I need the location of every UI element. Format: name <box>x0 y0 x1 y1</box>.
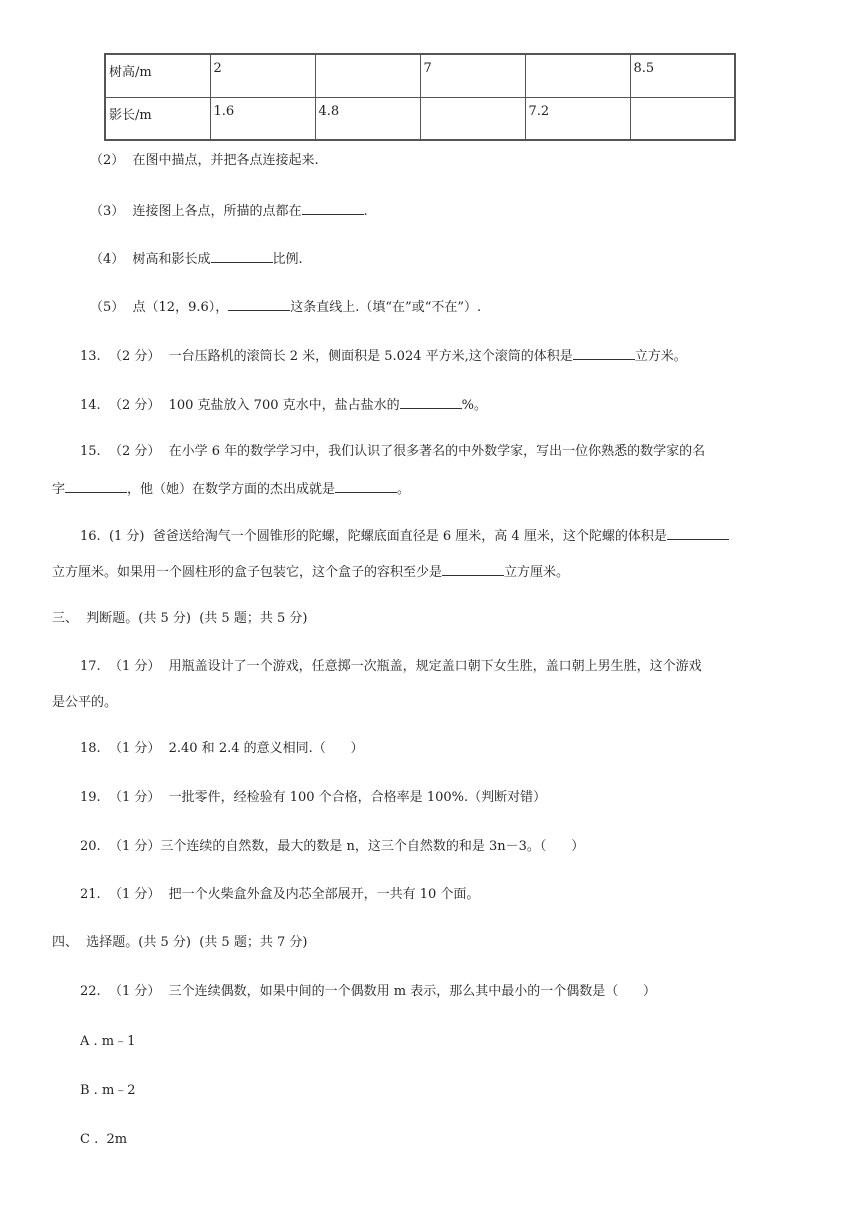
q12-part5 <box>90 297 481 317</box>
question-17-line2: 是公平的。 <box>52 695 118 710</box>
question-15-line1: 15. （2 分） 在小学 6 年的数学学习中，我们认识了很多著名的中外数学家，写出一位你熟悉的数学家的名 <box>80 444 706 459</box>
q12-part3 <box>90 201 368 221</box>
q12-part4-text: （4） 树高和影长成 <box>90 252 211 267</box>
option-c[interactable]: C . 2m <box>80 1132 128 1147</box>
question-16-line1 <box>80 526 729 546</box>
q16-text-2: 立方厘米。如果用一个圆柱形的盒子包装它，这个盒子的容积至少是 <box>52 565 443 580</box>
table-cell: 7 <box>420 54 525 97</box>
option-a[interactable]: A . m﹣1 <box>80 1034 136 1049</box>
option-b[interactable]: B . m﹣2 <box>80 1083 136 1098</box>
q12-part5-text: （5） 点（12，9.6）， <box>90 300 229 315</box>
answer-blank[interactable] <box>65 479 127 493</box>
table-row <box>105 54 735 97</box>
question-18: 18. （1 分） 2.40 和 2.4 的意义相同.（ ） <box>80 741 364 756</box>
table-cell: 4.8 <box>315 97 420 140</box>
table-cell <box>630 97 735 140</box>
answer-blank[interactable] <box>335 479 397 493</box>
question-17-line1: 17. （1 分） 用瓶盖设计了一个游戏，任意掷一次瓶盖，规定盖口朝下女生胜，盖口朝上男生胜，这个游戏 <box>80 659 702 674</box>
table-row <box>105 97 735 140</box>
question-19: 19. （1 分） 一批零件，经检验有 100 个合格，合格率是 100%.（判断对错） <box>80 790 547 805</box>
q14-text: 14. （2 分） 100 克盐放入 700 克水中，盐占盐水的 <box>80 398 400 413</box>
table-cell: 2 <box>210 54 315 97</box>
section-4-heading: 四、 选择题。(共 5 分) (共 5 题；共 7 分) <box>52 935 308 950</box>
answer-blank[interactable] <box>228 297 290 311</box>
q14-end: %。 <box>461 398 487 413</box>
row-header: 影长/m <box>105 97 210 140</box>
q12-part4 <box>90 249 303 269</box>
question-20: 20. （1 分）三个连续的自然数，最大的数是 n，这三个自然数的和是 3n－3。（ ） <box>80 839 585 854</box>
answer-blank[interactable] <box>442 562 504 576</box>
q12-part4-end: 比例. <box>272 252 303 267</box>
answer-blank[interactable] <box>667 526 729 540</box>
section-3-heading: 三、 判断题。(共 5 分) (共 5 题；共 5 分) <box>52 611 308 626</box>
table-cell <box>525 54 630 97</box>
q15-end: 。 <box>397 482 411 497</box>
question-16-line2 <box>52 562 569 582</box>
question-21: 21. （1 分） 把一个火柴盒外盒及内芯全部展开，一共有 10 个面。 <box>80 887 480 902</box>
answer-blank[interactable] <box>573 346 635 360</box>
q12-part3-text: （3） 连接图上各点，所描的点都在 <box>90 204 302 219</box>
q13-end: 立方米。 <box>634 349 687 364</box>
question-22: 22. （1 分） 三个连续偶数，如果中间的一个偶数用 m 表示，那么其中最小的一个偶数是（ ） <box>80 984 656 999</box>
tree-shadow-table <box>104 53 736 141</box>
table-cell: 8.5 <box>630 54 735 97</box>
row-header: 树高/m <box>105 54 210 97</box>
q12-part2: （2） 在图中描点，并把各点连接起来. <box>90 153 319 168</box>
question-15-line2 <box>52 479 410 499</box>
answer-blank[interactable] <box>400 395 462 409</box>
q16-text: 16. (1 分) 爸爸送给淘气一个圆锥形的陀螺，陀螺底面直径是 6 厘米，高 4 厘米，这个陀螺的体积是 <box>80 529 667 544</box>
answer-blank[interactable] <box>211 249 273 263</box>
q13-text: 13. （2 分） 一台压路机的滚筒长 2 米，侧面积是 5.024 平方米,这个滚筒的体积是 <box>80 349 573 364</box>
table-cell: 1.6 <box>210 97 315 140</box>
table-cell <box>315 54 420 97</box>
q12-part3-end: . <box>363 204 368 219</box>
question-13 <box>80 346 687 366</box>
q16-end: 立方厘米。 <box>504 565 570 580</box>
question-14 <box>80 395 487 415</box>
q15-text: 字 <box>52 482 66 497</box>
table-cell: 7.2 <box>525 97 630 140</box>
q15-text-2: ，他（她）在数学方面的杰出成就是 <box>127 482 336 497</box>
q12-part5-end: 这条直线上.（填“在”或“不在”）. <box>290 300 482 315</box>
answer-blank[interactable] <box>302 201 364 215</box>
table-cell <box>420 97 525 140</box>
